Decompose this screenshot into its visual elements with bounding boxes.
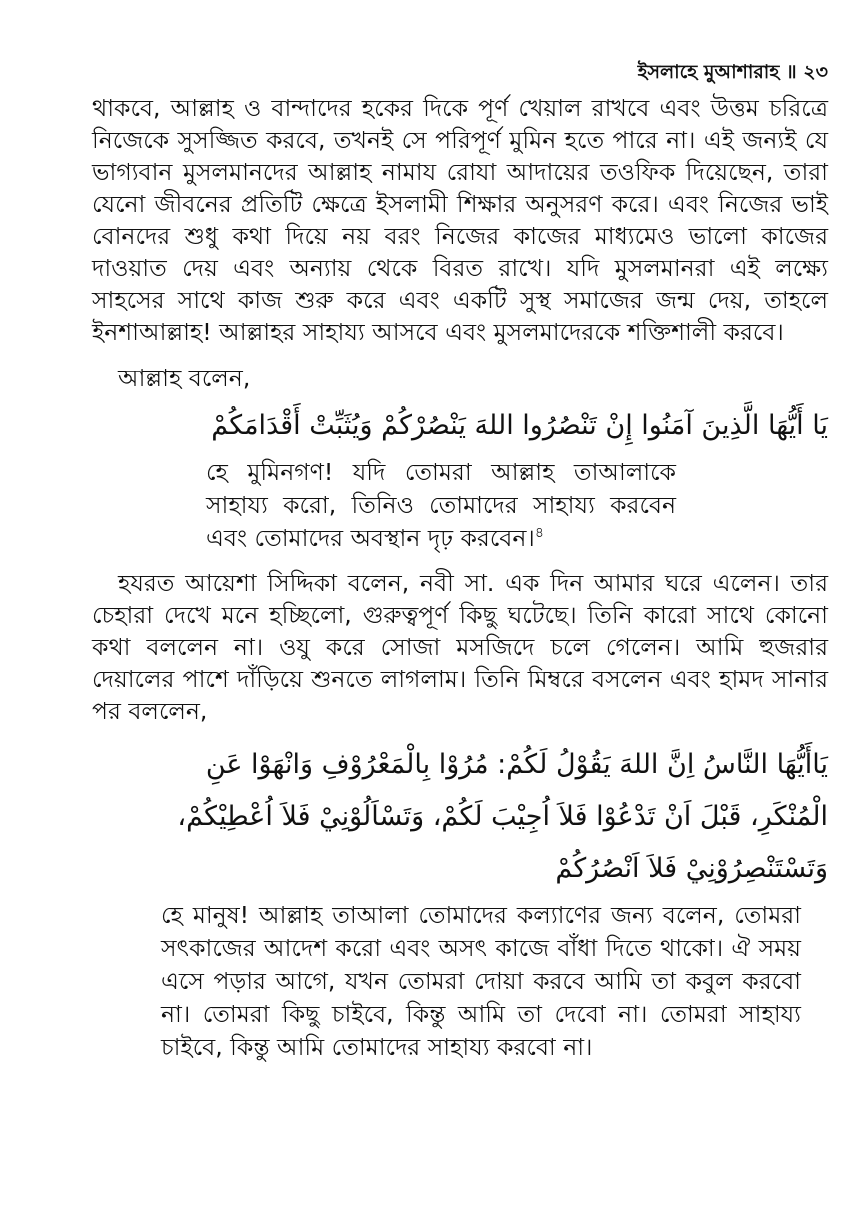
quran-translation-text: হে মুমিনগণ! যদি তোমরা আল্লাহ তাআলাকে সাহায্য করো, তিনিও তোমাদের সাহায্য করবেন এবং তোমাদের অবস্থান দৃঢ় করবেন।: [206, 458, 676, 552]
footnote-marker: ৪: [534, 525, 544, 542]
quran-translation: [206, 456, 676, 555]
paragraph-2: হযরত আয়েশা সিদ্দিকা বলেন, নবী সা. এক দিন আমার ঘরে এলেন। তার চেহারা দেখে মনে হচ্ছিলো, গুরুত্বপূর্ণ কিছু ঘটেছে। তিনি কারো সাথে কোনো কথা বললেন না। ওযু করে সোজা মসজিদে চলে গেলেন। আমি হুজরার দেয়ালের পাশে দাঁড়িয়ে শুনতে লাগলাম। তিনি মিম্বরে বসলেন এবং হামদ সানার পর বললেন,: [92, 569, 829, 725]
running-head: ইসলাহে মুআশারাহ ॥ ২৩: [637, 61, 828, 83]
hadith-translation: হে মানুষ! আল্লাহ তাআলা তোমাদের কল্যাণের জন্য বলেন, তোমরা সৎকাজের আদেশ করো এবং অসৎ কাজে বাঁধা দিতে থাকো। ঐ সময় এসে পড়ার আগে, যখন তোমরা দোয়া করবে আমি তা কবুল করবো না। তোমরা কিছু চাইবে, কিন্তু আমি তা দেবো না। তোমরা সাহায্য চাইবে, কিন্তু আমি তোমাদের সাহায্য করবো না।: [161, 901, 801, 1061]
quran-verse-arabic: يَا أَيُّهَا الَّذِينَ آمَنُوا إِنْ تَنْصُرُوا اللهَ يَنْصُرْكُمْ وَيُثَبِّتْ أَقْدَامَكُمْ: [211, 410, 828, 441]
paragraph-1: থাকবে, আল্লাহ ও বান্দাদের হকের দিকে পূর্ণ খেয়াল রাখবে এবং উত্তম চরিত্রে নিজেকে সুসজ্জিত করবে, তখনই সে পরিপূর্ণ মুমিন হতে পারে না। এই জন্যই যে ভাগ্যবান মুসলমানদের আল্লাহ নামায রোযা আদায়ের তওফিক দিয়েছেন, তারা যেনো জীবনের প্রতিটি ক্ষেত্রে ইসলামী শিক্ষার অনুসরণ করে। এবং নিজের ভাই বোনদের শুধু কথা দিয়ে নয় বরং নিজের কাজের মাধ্যমেও ভালো কাজের দাওয়াত দেয় এবং অন্যায় থেকে বিরত রাখে। যদি মুসলমানরা এই লক্ষ্যে সাহসের সাথে কাজ শুরু করে এবং একটি সুস্থ সমাজের জন্ম দেয়, তাহলে ইনশাআল্লাহ! আল্লাহর সাহায্য আসবে এবং মুসলমাদেরকে শক্তিশালী করবে।: [92, 94, 828, 346]
hadith-arabic: يَاأَيُّهَا النَّاسُ اِنَّ اللهَ يَقُوْلُ لَكُمْ: مُرُوْا بِالْمَعْرُوْفِ وَانْهَوْا عَنِ الْمُنْكَرِ، قَبْلَ اَنْ تَدْعُوْا فَلاَ اُجِيْبَ لَكُمْ، وَتَسْاَلُوْنِيْ فَلاَ اُعْطِيْكُمْ، وَتَسْتَنْصِرُوْنِيْ فَلاَ اَنْصُرُكُمْ: [177, 749, 828, 884]
allah-says-line: আল্লাহ বলেন,: [118, 364, 251, 392]
